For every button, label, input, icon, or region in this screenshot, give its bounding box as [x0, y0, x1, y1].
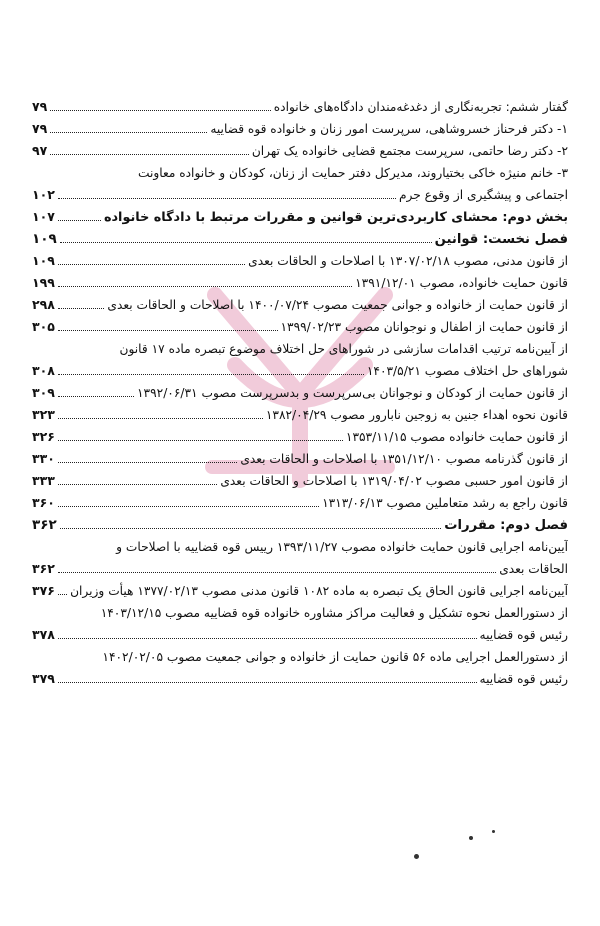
toc-page-number: ۱۰۹: [32, 253, 55, 268]
dot-leader: [58, 198, 396, 199]
toc-entry-row: [32, 602, 568, 624]
toc-part-row: [32, 206, 568, 228]
toc-page-number: ۹۷: [32, 143, 48, 158]
toc-page-number: ۳۲۳: [32, 407, 55, 422]
toc-page-number: ۳۶۲: [32, 517, 57, 533]
toc-entry-title: از قانون حمایت از کودکان و نوجوانان بی‌سرپرست و بدسرپرست مصوب ۱۳۹۲/۰۶/۳۱: [137, 386, 568, 400]
toc-entry-row: [32, 250, 568, 272]
dot-leader: [58, 572, 496, 573]
dot-leader: [58, 506, 319, 507]
dot-leader: [50, 154, 249, 155]
toc-entry-row: [32, 140, 568, 162]
dot-leader: [58, 418, 263, 419]
dot-leader: [58, 638, 477, 639]
toc-entry-title: از قانون حمایت از اطفال و نوجوانان مصوب ۱۳۹۹/۰۲/۲۳: [280, 320, 568, 334]
toc-entry-row: [32, 96, 568, 118]
toc-entry-row: [32, 382, 568, 404]
toc-entry-row: [32, 492, 568, 514]
toc-page-number: ۳۰۸: [32, 363, 55, 378]
toc-page-number: ۷۹: [32, 121, 48, 136]
toc-entry-title: شوراهای حل اختلاف مصوب ۱۴۰۳/۵/۲۱: [366, 364, 568, 378]
toc-entry-row: [32, 580, 568, 602]
toc-page-number: ۳۰۵: [32, 319, 55, 334]
dot-leader: [50, 132, 207, 133]
toc-page-number: ۱۰۲: [32, 187, 55, 202]
toc-entry-title: قانون نحوه اهداء جنین به زوجین نابارور مصوب ۱۳۸۲/۰۴/۲۹: [265, 408, 568, 422]
dot-leader: [58, 308, 105, 309]
toc-page-number: ۷۹: [32, 99, 48, 114]
dot-leader: [50, 110, 271, 111]
dot-leader: [58, 440, 343, 441]
toc-page-number: ۳۶۰: [32, 495, 55, 510]
dot-leader: [58, 462, 237, 463]
toc-entry-title: از قانون حمایت خانواده مصوب ۱۳۵۳/۱۱/۱۵: [345, 430, 568, 444]
toc-entry-row: [32, 404, 568, 426]
toc-chapter-row: [32, 514, 568, 536]
toc-entry-title: از دستورالعمل اجرایی ماده ۵۶ قانون حمایت از خانواده و جوانی جمعیت مصوب ۱۴۰۲/۰۲/۰۵: [102, 650, 568, 664]
toc-entry-row: [32, 646, 568, 668]
toc-entry-row: [32, 184, 568, 206]
dot-leader: [58, 286, 352, 287]
toc-entry-title: آیین‌نامه اجرایی قانون الحاق یک تبصره به ماده ۱۰۸۲ قانون مدنی مصوب ۱۳۷۷/۰۲/۱۳ هیأت وزیران: [70, 584, 568, 598]
toc-page-number: ۳۷۹: [32, 671, 55, 686]
toc-page-number: ۳۷۸: [32, 627, 55, 642]
toc-entry-row: [32, 316, 568, 338]
toc-entry-title: قانون حمایت خانواده، مصوب ۱۳۹۱/۱۲/۰۱: [355, 276, 568, 290]
toc-entry-title: الحاقات بعدی: [499, 562, 568, 576]
toc-entry-title: فصل نخست: قوانین: [434, 232, 568, 247]
toc-entry-row: [32, 536, 568, 558]
toc-entry-title: ۱- دکتر فرحناز خسروشاهی، سرپرست امور زنان و خانواده قوه قضاییه: [210, 122, 568, 136]
toc-entry-row: [32, 426, 568, 448]
toc-entry-title: رئیس قوه قضاییه: [479, 672, 568, 686]
toc-entry-row: [32, 624, 568, 646]
toc-entry-title: از قانون حمایت از خانواده و جوانی جمعیت مصوب ۱۴۰۰/۰۷/۲۴ با اصلاحات و الحاقات بعدی: [107, 298, 568, 312]
toc-entry-title: ۳- خانم منیژه خاکی بختیاروند، مدیرکل دفتر حمایت از زنان، کودکان و خانواده معاونت: [138, 166, 568, 180]
toc-entry-row: [32, 470, 568, 492]
toc-page-number: ۳۲۶: [32, 429, 55, 444]
dot-leader: [58, 484, 217, 485]
toc-entry-row: [32, 558, 568, 580]
toc-entry-title: قانون راجع به رشد متعاملین مصوب ۱۳۱۳/۰۶/۱۳: [322, 496, 568, 510]
toc-entry-row: [32, 360, 568, 382]
dot-leader: [58, 374, 364, 375]
toc-entry-row: [32, 448, 568, 470]
dot-leader: [58, 396, 134, 397]
toc-entry-title: گفتار ششم: تجربه‌نگاری از دغدغه‌مندان دادگاه‌های خانواده: [273, 100, 568, 114]
toc-entry-title: رئیس قوه قضاییه: [479, 628, 568, 642]
toc-entry-row: [32, 294, 568, 316]
toc-entry-title: از قانون امور حسبی مصوب ۱۳۱۹/۰۴/۰۲ با اصلاحات و الحاقات بعدی: [220, 474, 568, 488]
dot-leader: [60, 528, 442, 529]
toc-entry-row: [32, 162, 568, 184]
dot-leader: [60, 242, 432, 243]
toc-entry-row: [32, 272, 568, 294]
toc-page-number: ۱۰۹: [32, 231, 57, 247]
toc-entry-title: آیین‌نامه اجرایی قانون حمایت خانواده مصوب ۱۳۹۳/۱۱/۲۷ رییس قوه قضاییه با اصلاحات و: [116, 540, 568, 554]
dot-leader: [58, 594, 67, 595]
toc-page-number: ۳۳۰: [32, 451, 55, 466]
ink-speck: [492, 830, 495, 833]
ink-speck: [414, 854, 419, 859]
toc-entry-title: از قانون مدنی، مصوب ۱۳۰۷/۰۲/۱۸ با اصلاحات و الحاقات بعدی: [248, 254, 568, 268]
toc-entry-row: [32, 118, 568, 140]
toc-entry-title: از دستورالعمل نحوه تشکیل و فعالیت مراکز مشاوره خانواده قوه قضاییه مصوب ۱۴۰۳/۱۲/۱۵: [100, 606, 568, 620]
toc-entry-title: از آیین‌نامه ترتیب اقدامات سازشی در شوراهای حل اختلاف موضوع تبصره ماده ۱۷ قانون: [119, 342, 568, 356]
ink-speck: [469, 836, 473, 840]
dot-leader: [58, 682, 477, 683]
toc-page-number: ۳۳۳: [32, 473, 55, 488]
toc-entry-title: اجتماعی و پیشگیری از وقوع جرم: [398, 188, 568, 202]
table-of-contents: [32, 96, 568, 690]
toc-entry-title: فصل دوم: مقررات: [444, 518, 568, 533]
dot-leader: [58, 220, 101, 221]
toc-page-number: ۱۹۹: [32, 275, 55, 290]
toc-chapter-row: [32, 228, 568, 250]
toc-page-number: ۳۶۲: [32, 561, 55, 576]
dot-leader: [58, 330, 278, 331]
toc-entry-title: بخش دوم: محشای کاربردی‌ترین قوانین و مقررات مرتبط با دادگاه خانواده: [103, 210, 568, 225]
toc-entry-row: [32, 338, 568, 360]
dot-leader: [58, 264, 245, 265]
toc-page-number: ۲۹۸: [32, 297, 55, 312]
toc-page-number: ۳۷۶: [32, 583, 55, 598]
toc-entry-title: از قانون گذرنامه مصوب ۱۳۵۱/۱۲/۱۰ با اصلاحات و الحاقات بعدی: [240, 452, 568, 466]
toc-page-number: ۳۰۹: [32, 385, 55, 400]
toc-entry-row: [32, 668, 568, 690]
toc-page-number: ۱۰۷: [32, 209, 55, 224]
toc-entry-title: ۲- دکتر رضا حاتمی، سرپرست مجتمع قضایی خانواده یک تهران: [251, 144, 568, 158]
